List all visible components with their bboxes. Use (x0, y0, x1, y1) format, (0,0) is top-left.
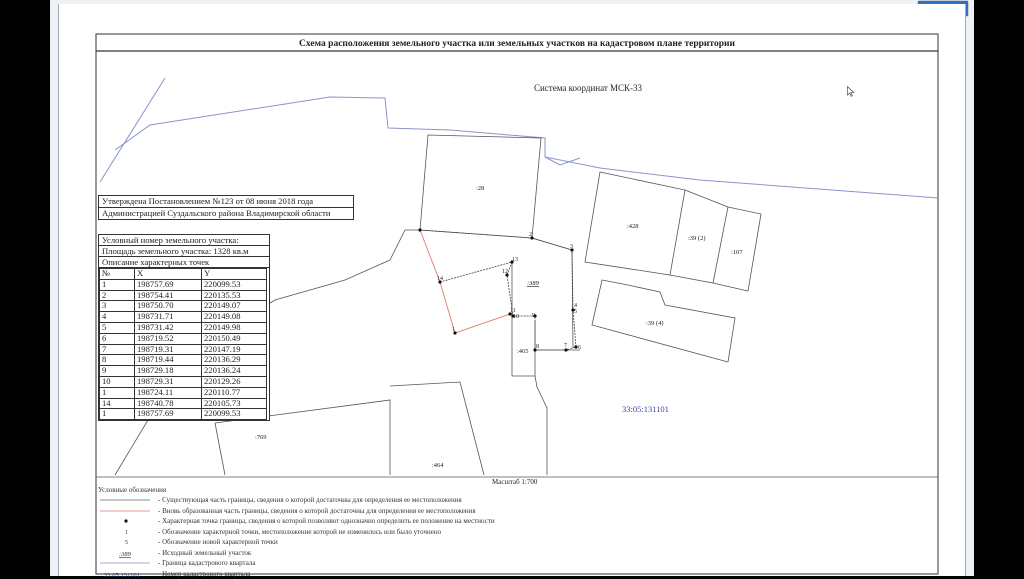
column-header-number: № (100, 269, 135, 280)
y-cell: 220136.24 (202, 366, 267, 377)
column-header-y: Y (202, 269, 267, 280)
x-cell: 198719.44 (135, 355, 202, 366)
x-cell: 198750.70 (135, 301, 202, 312)
mouse-cursor-icon (847, 86, 855, 97)
point-marker (418, 228, 421, 231)
table-row (100, 333, 267, 344)
legend-item-point (98, 516, 658, 527)
point-label: 1 (452, 327, 455, 333)
svg-text:5: 5 (125, 540, 128, 546)
y-cell: 220149.98 (202, 322, 267, 333)
approval-line-1: Утверждена Постановлением №123 от 08 июня 2018 года (99, 196, 353, 208)
table-row (100, 398, 267, 409)
point-label: 7 (564, 343, 567, 349)
point-label: 11 (510, 308, 516, 314)
plot-area-label: Площадь земельного участка: 1328 кв.м (99, 246, 269, 257)
table-row (100, 355, 267, 366)
point-number-cell: 10 (100, 376, 135, 387)
point-number-cell: 7 (100, 344, 135, 355)
legend-item-old-point (98, 527, 658, 538)
point-label: 14 (437, 276, 443, 282)
approval-box (98, 195, 354, 220)
point-symbol (100, 516, 152, 526)
x-cell: 198719.52 (135, 333, 202, 344)
existing-boundary-symbol (100, 495, 152, 505)
block-number-label: 33:05:131101 (622, 404, 669, 414)
y-cell: 220105.73 (202, 398, 267, 409)
table-row (100, 409, 267, 420)
legend-item-source-parcel (98, 548, 658, 559)
svg-text::389: :389 (119, 551, 132, 558)
point-number-cell: 5 (100, 322, 135, 333)
legend (98, 485, 658, 579)
table-row (100, 301, 267, 312)
svg-text:33:05:131101: 33:05:131101 (104, 572, 140, 579)
point-number-cell: 4 (100, 312, 135, 323)
column-header-x: X (135, 269, 202, 280)
legend-text: - Граница кадастрового квартала (158, 559, 255, 567)
table-row (100, 279, 267, 290)
old-point-symbol (100, 527, 152, 537)
point-number-cell: 1 (100, 279, 135, 290)
point-label: 3 (570, 244, 573, 250)
coordinates-table-box (98, 234, 270, 421)
legend-item-new-boundary (98, 506, 658, 517)
table-row (100, 312, 267, 323)
point-label: 5 (574, 309, 577, 315)
point-number-cell: 8 (100, 355, 135, 366)
x-cell: 198729.31 (135, 376, 202, 387)
point-number-cell: 3 (100, 301, 135, 312)
coord-system-label: Система координат МСК-33 (534, 83, 643, 93)
parcel-label-428: :428 (627, 223, 639, 230)
point-label: 2 (529, 232, 532, 238)
table-row (100, 387, 267, 398)
legend-text: - Номер кадастрового квартала (158, 570, 250, 578)
point-label: 10 (513, 314, 519, 320)
legend-text: - Вновь образованная часть границы, сведения о которой достаточны для определения ее местоположения (158, 507, 476, 515)
y-cell: 220150.49 (202, 333, 267, 344)
block-number-symbol (100, 569, 152, 579)
coordinates-table (99, 268, 267, 420)
legend-text: - Обозначение характерной точки, местоположение которой не изменилось или было уточнено (158, 528, 441, 536)
y-cell: 220099.53 (202, 279, 267, 290)
x-cell: 198719.31 (135, 344, 202, 355)
source-parcel-symbol (100, 548, 152, 558)
point-label: 13 (512, 257, 518, 263)
legend-text: - Обозначение новой характерной точки (158, 538, 278, 546)
parcel-label-465: :465 (517, 348, 529, 355)
y-cell: 220129.26 (202, 376, 267, 387)
point-label: 9 (532, 313, 535, 319)
parcel-label-28: :28 (476, 185, 484, 192)
x-cell: 198757.69 (135, 279, 202, 290)
point-label: 4 (574, 303, 577, 309)
x-cell: 198731.71 (135, 312, 202, 323)
scale-label: Масштаб 1:700 (492, 478, 538, 486)
legend-item-block-boundary (98, 558, 658, 569)
y-cell: 220149.07 (202, 301, 267, 312)
parcel-label-107: :107 (731, 249, 743, 256)
point-number-cell: 9 (100, 366, 135, 377)
point-labels (437, 232, 581, 351)
new-boundary-symbol (100, 506, 152, 516)
table-row (100, 376, 267, 387)
legend-item-block-number (98, 569, 658, 579)
x-cell: 198757.69 (135, 409, 202, 420)
table-header-row (100, 269, 267, 280)
svg-text:1: 1 (125, 530, 128, 536)
parcel-label-39-2: :39 (2) (688, 235, 706, 242)
new-parcel-boundary (420, 230, 576, 350)
point-number-cell: 14 (100, 398, 135, 409)
points-description-label: Описание характерных точек (99, 257, 269, 268)
point-number-cell: 6 (100, 333, 135, 344)
point-label: 8 (536, 344, 539, 350)
parcel-label-39-4: :39 (4) (646, 320, 664, 327)
point-number-cell: 1 (100, 409, 135, 420)
y-cell: 220136.29 (202, 355, 267, 366)
point-number-cell: 2 (100, 290, 135, 301)
point-number-cell: 1 (100, 387, 135, 398)
legend-text: - Существующая часть границы, сведения о которой достаточны для определения ее местоположения (158, 496, 462, 504)
y-cell: 220149.08 (202, 312, 267, 323)
parcel-label-769: :769 (255, 434, 267, 441)
x-cell: 198729.18 (135, 366, 202, 377)
x-cell: 198724.11 (135, 387, 202, 398)
legend-text: - Исходный земельный участок (158, 549, 251, 557)
y-cell: 220135.53 (202, 290, 267, 301)
legend-item-new-point (98, 537, 658, 548)
plot-info-block (98, 195, 354, 421)
new-point-symbol (100, 537, 152, 547)
plan-title: Схема расположения земельного участка или земельных участков на кадастровом плане территории (299, 39, 735, 49)
y-cell: 220147.19 (202, 344, 267, 355)
x-cell: 198740.78 (135, 398, 202, 409)
plot-number-label: Условный номер земельного участка: (99, 235, 269, 246)
table-row (100, 290, 267, 301)
legend-title: Условные обозначения (98, 485, 658, 495)
legend-text: - Характерная точка границы, сведения о которой позволяют однозначно определить ее положение на местности (158, 517, 495, 525)
x-cell: 198754.41 (135, 290, 202, 301)
table-row (100, 322, 267, 333)
parcel-label-389: :389 (527, 280, 540, 287)
point-label: 6 (578, 345, 581, 351)
y-cell: 220110.77 (202, 387, 267, 398)
parcel-label-464: :464 (432, 462, 444, 469)
legend-item-existing-boundary (98, 495, 658, 506)
y-cell: 220099.53 (202, 409, 267, 420)
block-boundary (100, 78, 938, 198)
point-label: 12 (502, 269, 508, 275)
block-boundary-symbol (100, 558, 152, 568)
table-row (100, 366, 267, 377)
approval-line-2: Администрацией Суздальского района Владимирской области (99, 208, 353, 219)
table-row (100, 344, 267, 355)
x-cell: 198731.42 (135, 322, 202, 333)
